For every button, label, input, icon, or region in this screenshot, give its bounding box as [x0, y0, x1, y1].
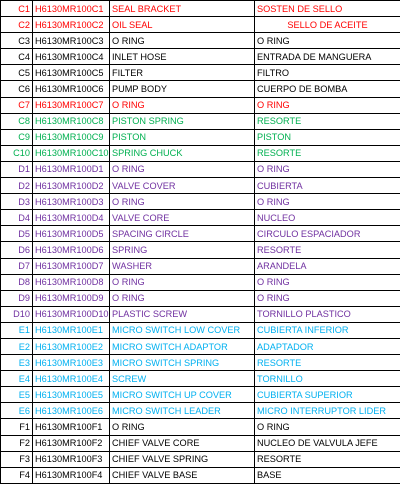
table-row: [1, 65, 400, 81]
english-description-cell: SPRING CHUCK: [110, 145, 255, 161]
position-cell: D3: [1, 194, 33, 210]
part-number-cell: H6130MR100C1: [33, 1, 110, 17]
position-cell: C2: [1, 17, 33, 33]
spanish-description-cell: RESORTE: [255, 451, 400, 467]
part-number-cell: H6130MR100F2: [33, 435, 110, 451]
english-description-cell: MICRO SWITCH SPRING: [110, 355, 255, 371]
english-description-cell: CHIEF VALVE CORE: [110, 435, 255, 451]
part-number-cell: H6130MR100F4: [33, 467, 110, 483]
position-cell: C10: [1, 145, 33, 161]
spanish-description-cell: SOSTEN DE SELLO: [255, 1, 400, 17]
part-number-cell: H6130MR100D8: [33, 274, 110, 290]
spanish-description-cell: RESORTE: [255, 145, 400, 161]
part-number-cell: H6130MR100E3: [33, 355, 110, 371]
english-description-cell: WASHER: [110, 258, 255, 274]
part-number-cell: H6130MR100C2: [33, 17, 110, 33]
position-cell: D8: [1, 274, 33, 290]
position-cell: F1: [1, 419, 33, 435]
table-row: [1, 403, 400, 419]
table-row: [1, 242, 400, 258]
spanish-description-cell: ENTRADA DE MANGUERA: [255, 49, 400, 65]
position-cell: E3: [1, 355, 33, 371]
part-number-cell: H6130MR100F3: [33, 451, 110, 467]
table-row: [1, 387, 400, 403]
spanish-description-cell: CUBIERTA: [255, 178, 400, 194]
part-number-cell: H6130MR100D1: [33, 161, 110, 177]
position-cell: E6: [1, 403, 33, 419]
position-cell: D1: [1, 161, 33, 177]
position-cell: C4: [1, 49, 33, 65]
english-description-cell: MICRO SWITCH LOW COVER: [110, 322, 255, 338]
spanish-description-cell: PISTON: [255, 129, 400, 145]
english-description-cell: O RING: [110, 194, 255, 210]
english-description-cell: SEAL BRACKET: [110, 1, 255, 17]
part-number-cell: H6130MR100D5: [33, 226, 110, 242]
english-description-cell: PLASTIC SCREW: [110, 306, 255, 322]
table-row: [1, 258, 400, 274]
spanish-description-cell: CUBIERTA SUPERIOR: [255, 387, 400, 403]
position-cell: F4: [1, 467, 33, 483]
position-cell: F3: [1, 451, 33, 467]
table-row: [1, 338, 400, 354]
spanish-description-cell: RESORTE: [255, 113, 400, 129]
table-row: [1, 274, 400, 290]
position-cell: D4: [1, 210, 33, 226]
table-row: [1, 419, 400, 435]
part-number-cell: H6130MR100C6: [33, 81, 110, 97]
part-number-cell: H6130MR100C3: [33, 33, 110, 49]
spanish-description-cell: CUERPO DE BOMBA: [255, 81, 400, 97]
spanish-description-cell: RESORTE: [255, 242, 400, 258]
spanish-description-cell: BASE: [255, 467, 400, 483]
table-row: [1, 210, 400, 226]
position-cell: D6: [1, 242, 33, 258]
part-number-cell: H6130MR100D2: [33, 178, 110, 194]
table-row: [1, 1, 400, 17]
part-number-cell: H6130MR100E6: [33, 403, 110, 419]
part-number-cell: H6130MR100C4: [33, 49, 110, 65]
part-number-cell: H6130MR100D3: [33, 194, 110, 210]
part-number-cell: H6130MR100E4: [33, 371, 110, 387]
english-description-cell: MICRO SWITCH UP COVER: [110, 387, 255, 403]
part-number-cell: H6130MR100D9: [33, 290, 110, 306]
english-description-cell: O RING: [110, 419, 255, 435]
spanish-description-cell: O RING: [255, 274, 400, 290]
position-cell: E2: [1, 338, 33, 354]
spanish-description-cell: TORNILLO PLASTICO: [255, 306, 400, 322]
english-description-cell: O RING: [110, 161, 255, 177]
position-cell: C8: [1, 113, 33, 129]
position-cell: F2: [1, 435, 33, 451]
table-row: [1, 129, 400, 145]
spanish-description-cell: RESORTE: [255, 355, 400, 371]
position-cell: D2: [1, 178, 33, 194]
spanish-description-cell: O RING: [255, 419, 400, 435]
table-row: [1, 306, 400, 322]
position-cell: C3: [1, 33, 33, 49]
spanish-description-cell: NUCLEO DE VALVULA JEFE: [255, 435, 400, 451]
english-description-cell: SPACING CIRCLE: [110, 226, 255, 242]
english-description-cell: CHIEF VALVE BASE: [110, 467, 255, 483]
spanish-description-cell: O RING: [255, 33, 400, 49]
english-description-cell: VALVE CORE: [110, 210, 255, 226]
table-row: [1, 178, 400, 194]
english-description-cell: PISTON SPRING: [110, 113, 255, 129]
table-row: [1, 161, 400, 177]
english-description-cell: SCREW: [110, 371, 255, 387]
part-number-cell: H6130MR100D4: [33, 210, 110, 226]
english-description-cell: PISTON: [110, 129, 255, 145]
spanish-description-cell: O RING: [255, 161, 400, 177]
english-description-cell: CHIEF VALVE SPRING: [110, 451, 255, 467]
spanish-description-cell: ADAPTADOR: [255, 338, 400, 354]
english-description-cell: INLET HOSE: [110, 49, 255, 65]
position-cell: C9: [1, 129, 33, 145]
part-number-cell: H6130MR100C5: [33, 65, 110, 81]
spanish-description-cell: FILTRO: [255, 65, 400, 81]
position-cell: E1: [1, 322, 33, 338]
part-number-cell: H6130MR100D10: [33, 306, 110, 322]
english-description-cell: O RING: [110, 97, 255, 113]
english-description-cell: OIL SEAL: [110, 17, 255, 33]
spanish-description-cell: TORNILLO: [255, 371, 400, 387]
table-row: [1, 226, 400, 242]
position-cell: C1: [1, 1, 33, 17]
table-row: [1, 33, 400, 49]
part-number-cell: H6130MR100D7: [33, 258, 110, 274]
english-description-cell: VALVE COVER: [110, 178, 255, 194]
part-number-cell: H6130MR100E1: [33, 322, 110, 338]
part-number-cell: H6130MR100C10: [33, 145, 110, 161]
table-row: [1, 97, 400, 113]
spanish-description-cell: CUBIERTA INFERIOR: [255, 322, 400, 338]
part-number-cell: H6130MR100C7: [33, 97, 110, 113]
english-description-cell: O RING: [110, 33, 255, 49]
part-number-cell: H6130MR100E5: [33, 387, 110, 403]
spanish-description-cell: MICRO INTERRUPTOR LIDER: [255, 403, 400, 419]
part-number-cell: H6130MR100F1: [33, 419, 110, 435]
table-row: [1, 435, 400, 451]
position-cell: C5: [1, 65, 33, 81]
table-row: [1, 451, 400, 467]
english-description-cell: MICRO SWITCH ADAPTOR: [110, 338, 255, 354]
table-row: [1, 81, 400, 97]
parts-table-body: [1, 1, 400, 484]
table-row: [1, 17, 400, 33]
spanish-description-cell: O RING: [255, 97, 400, 113]
table-row: [1, 49, 400, 65]
spanish-description-cell: SELLO DE ACEITE: [255, 17, 400, 33]
table-row: [1, 371, 400, 387]
position-cell: C7: [1, 97, 33, 113]
table-row: [1, 322, 400, 338]
spanish-description-cell: O RING: [255, 290, 400, 306]
part-number-cell: H6130MR100C9: [33, 129, 110, 145]
part-number-cell: H6130MR100D6: [33, 242, 110, 258]
table-row: [1, 113, 400, 129]
position-cell: D5: [1, 226, 33, 242]
position-cell: D9: [1, 290, 33, 306]
spanish-description-cell: O RING: [255, 194, 400, 210]
spanish-description-cell: ARANDELA: [255, 258, 400, 274]
english-description-cell: FILTER: [110, 65, 255, 81]
position-cell: D7: [1, 258, 33, 274]
spanish-description-cell: NUCLEO: [255, 210, 400, 226]
table-row: [1, 145, 400, 161]
english-description-cell: O RING: [110, 274, 255, 290]
table-row: [1, 355, 400, 371]
english-description-cell: SPRING: [110, 242, 255, 258]
english-description-cell: PUMP BODY: [110, 81, 255, 97]
part-number-cell: H6130MR100E2: [33, 338, 110, 354]
position-cell: D10: [1, 306, 33, 322]
part-number-cell: H6130MR100C8: [33, 113, 110, 129]
table-row: [1, 290, 400, 306]
english-description-cell: MICRO SWITCH LEADER: [110, 403, 255, 419]
position-cell: E5: [1, 387, 33, 403]
position-cell: E4: [1, 371, 33, 387]
position-cell: C6: [1, 81, 33, 97]
table-row: [1, 194, 400, 210]
spanish-description-cell: CIRCULO ESPACIADOR: [255, 226, 400, 242]
english-description-cell: O RING: [110, 290, 255, 306]
